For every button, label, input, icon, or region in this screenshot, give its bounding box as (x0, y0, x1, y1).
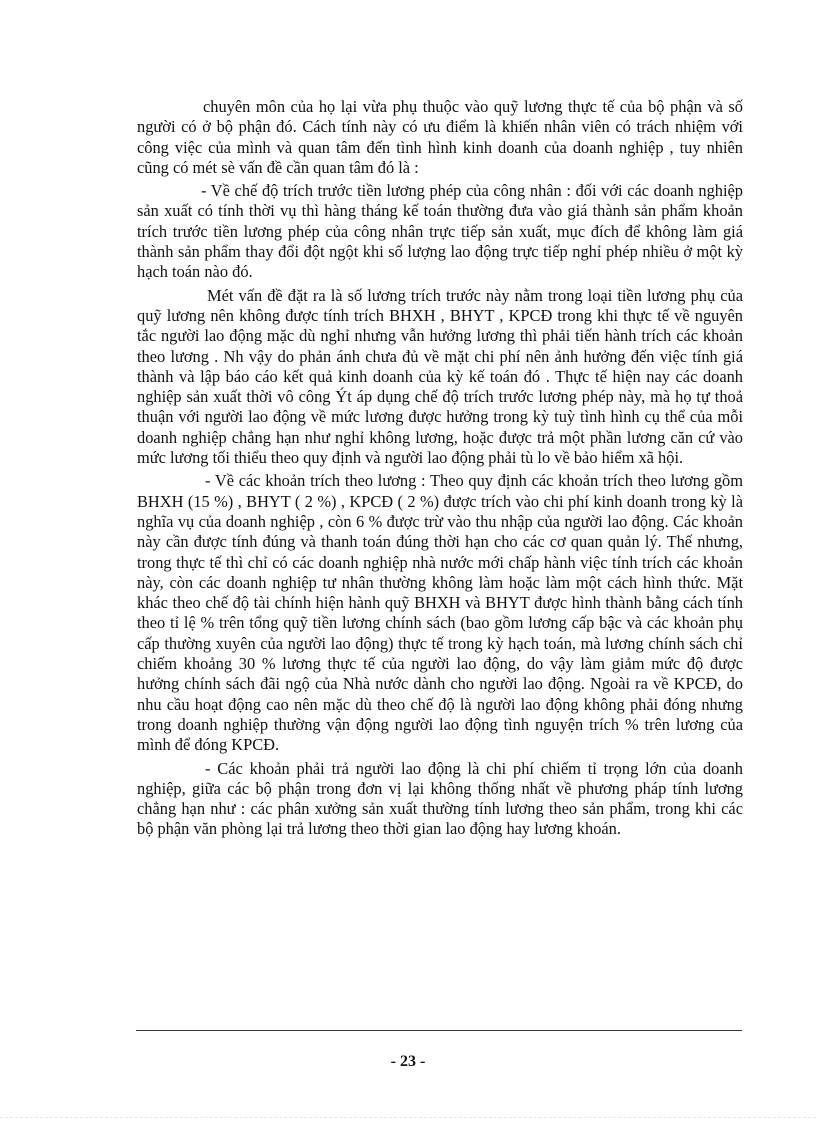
paragraph-4: - Về các khoản trích theo lương : Theo quy định các khoản trích theo lương gồm BHXH (15 %) , BHYT ( 2 %) , KPCĐ ( 2 %) được trích vào chi phí kinh doanh trong kỳ là nghĩa vụ của doanh nghiệp , còn 6 % được trừ vào thu nhập của người lao động. Các khoản này cần được tính đúng và thanh toán đúng thời hạn cho các cơ quan quản lý. Thế nhưng, trong thực tế thì chỉ có các doanh nghiệp nhà nước mới chấp hành việc tính trích các khoản này, còn các doanh nghiệp tư nhân thường không làm hoặc làm một cách hình thức. Mặt khác theo chế độ tài chính hiện hành quỹ BHXH và BHYT được hình thành bằng cách tính theo tỉ lệ % trên tổng quỹ tiền lương chính sách (bao gồm lương cấp bậc và các khoản phụ cấp thường xuyên của người lao động) thực tế trong kỳ hạch toán, mà lương chính sách chỉ chiếm khoảng 30 % lương thực tế của người lao động, do vậy làm giảm mức độ được hưởng chính sách đãi ngộ của Nhà nước dành cho người lao động. Ngoài ra về KPCĐ, do nhu cầu hoạt động cao nên mặc dù theo chế độ là người lao động không phải đóng nhưng trong doanh nghiệp thường vận động người lao động tình nguyện trích % trên lương của mình để đóng KPCĐ. (137, 471, 743, 755)
paragraph-3: Mét vấn đề đặt ra là số lương trích trước này nằm trong loại tiền lương phụ của quỹ lương nên không được tính trích BHXH , BHYT , KPCĐ trong khi thực tế về nguyên tắc người lao động mặc dù nghỉ nhưng vẫn hưởng lương thì phải tiến hành trích các khoản theo lương . Nh vậy do phản ánh chưa đủ về mặt chi phí nên ảnh hưởng đến việc tính giá thành và lập báo cáo kết quả kinh doanh của kỳ kế toán đó . Thực tế hiện nay các doanh nghiệp sản xuất thời vô công Ýt áp dụng chế độ trích trước lương phép này, mà họ tự thoả thuận với người lao động về mức lương được hưởng trong kỳ tuỳ tình hình cụ thể của mỗi doanh nghiệp chẳng hạn như nghỉ không lương, hoặc được trả một phần lương căn cứ vào mức lương tối thiểu theo quy định và người lao động phải tù lo về bảo hiểm xã hội. (137, 285, 743, 468)
page-edge (0, 1117, 816, 1118)
body-text (137, 97, 743, 843)
paragraph-2: - Về chế độ trích trước tiền lương phép của công nhân : đối với các doanh nghiệp sản xuất có tính thời vụ thì hàng tháng kế toán thường đưa vào giá thành sản phẩm khoản trích trước tiền lương phép của công nhân trực tiếp sản xuất, mục đích để không làm giá thành sản phẩm thay đổi đột ngột khi số lượng lao động trực tiếp nghỉ phép nhiều ở một kỳ hạch toán nào đó. (137, 181, 743, 282)
footer-divider (136, 1030, 742, 1031)
page-number: - 23 - (390, 1053, 426, 1070)
paragraph-5: - Các khoản phải trả người lao động là chi phí chiếm tỉ trọng lớn của doanh nghiệp, giữa các bộ phận trong đơn vị lại không thống nhất về phương pháp tính lương chẳng hạn như : các phân xưởng sản xuất thường tính lương theo sản phẩm, trong khi các bộ phận văn phòng lại trả lương theo thời gian lao động hay lương khoán. (137, 758, 743, 839)
paragraph-1: chuyên môn của họ lại vừa phụ thuộc vào quỹ lương thực tế của bộ phận và số người có ở bộ phận đó. Cách tính này có ưu điểm là khiến nhân viên có trách nhiệm với công việc của mình và quan tâm đến tình hình kinh doanh của doanh nghiệp , tuy nhiên cũng có mét sè vấn đề cần quan tâm đó là : (137, 97, 743, 177)
